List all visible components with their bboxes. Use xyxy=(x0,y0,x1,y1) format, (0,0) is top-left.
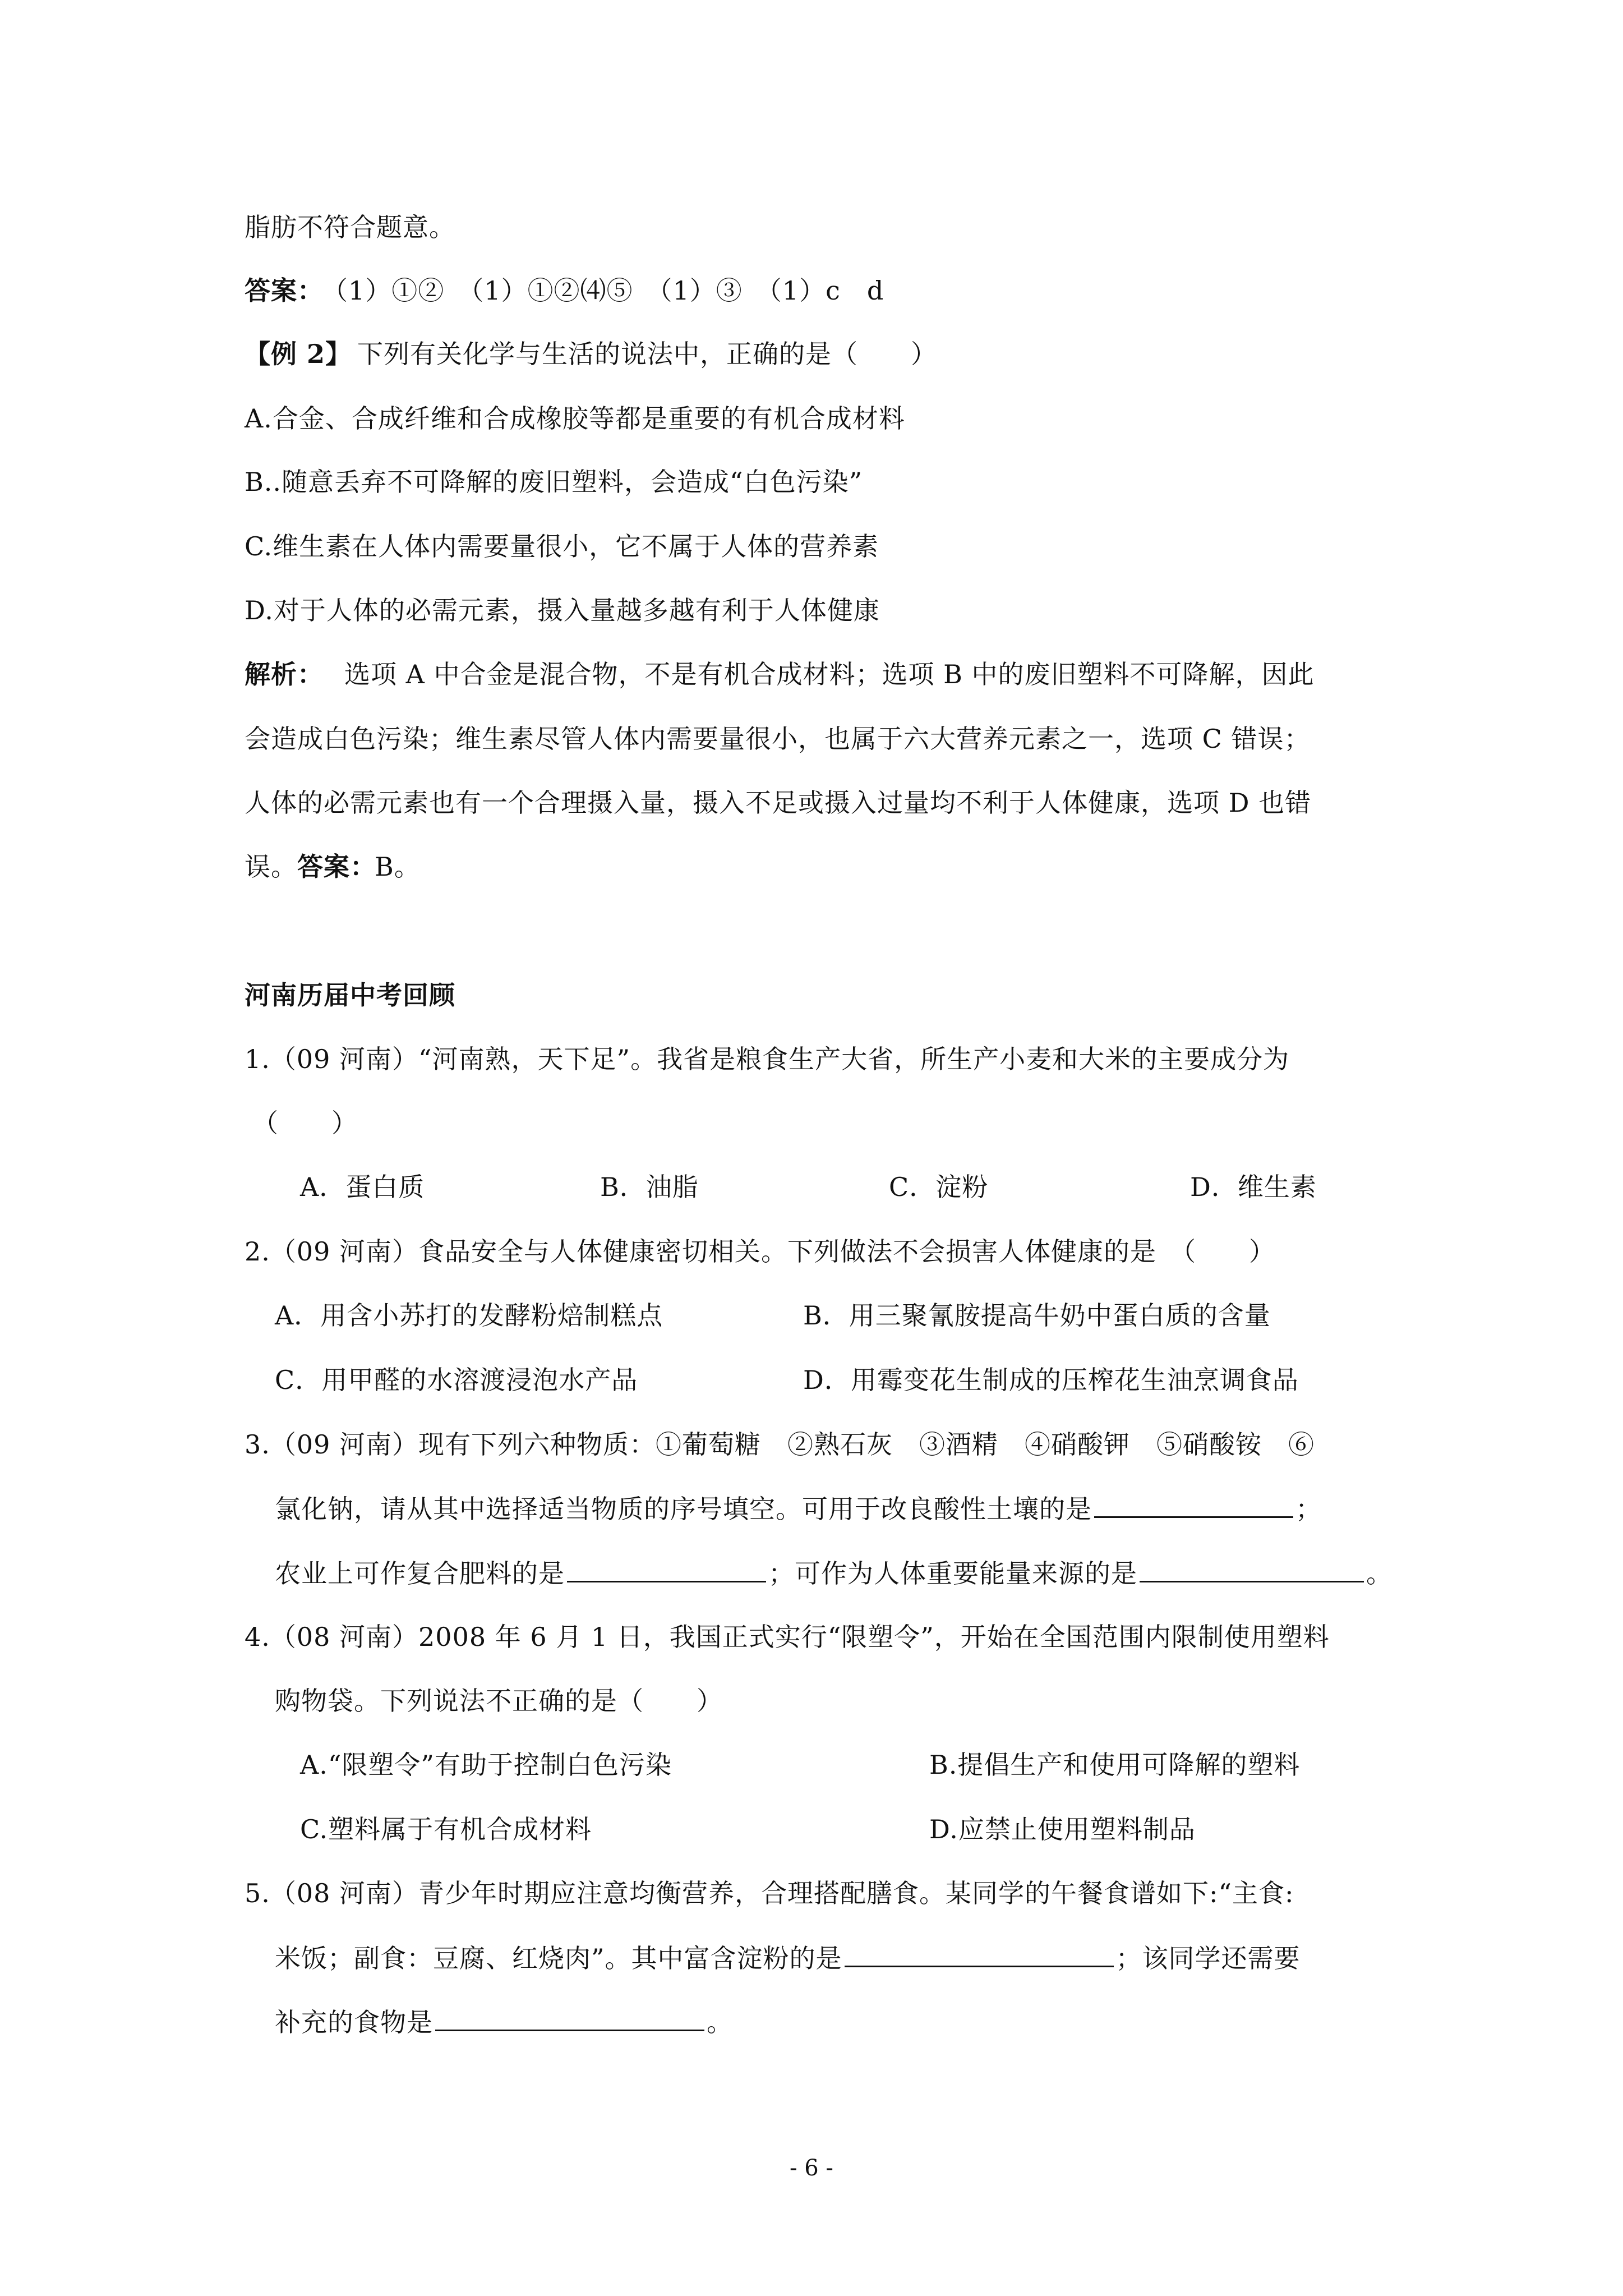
question-text-part: 氯化钠，请从其中选择适当物质的序号填空。可用于改良酸性土壤的是 xyxy=(275,1494,1092,1524)
q4-options-row-2 xyxy=(0,1812,1623,1846)
analysis-text: 误。 xyxy=(245,852,297,882)
analysis-text: 选项 A 中合金是混合物，不是有机合成材料；选项 B 中的废旧塑料不可降解，因此 xyxy=(344,659,1315,689)
question-text-part: 。 xyxy=(1366,1558,1393,1589)
answer-label: 答案： xyxy=(245,275,324,306)
option-text: D.对于人体的必需元素，摄入量越多越有利于人体健康 xyxy=(245,595,880,625)
question-text xyxy=(275,1492,1322,1526)
option-c: C.塑料属于有机合成材料 xyxy=(300,1814,592,1844)
question-text: 1.（09 河南）“河南熟，天下足”。我省是粮食生产大省，所生产小麦和大米的主要成分为 xyxy=(245,1044,1290,1074)
answer-text: （1）①② （1）①②⑷⑤ （1）③ （1）c d xyxy=(322,275,884,306)
question-text: （ ） xyxy=(252,1108,358,1138)
option-a: A．用含小苏打的发酵粉焙制糕点 xyxy=(275,1300,663,1331)
question-text-part: 。 xyxy=(707,2007,733,2037)
fill-in-blank[interactable] xyxy=(435,2005,704,2031)
analysis-line-4 xyxy=(0,850,1623,884)
question-text: 5.（08 河南）青少年时期应注意均衡营养，合理搭配膳食。某同学的午餐食谱如下:“主食: xyxy=(245,1878,1294,1908)
example-2-stem-line xyxy=(0,337,1623,371)
intro-text: 脂肪不符合题意。 xyxy=(245,212,455,242)
example-2-stem: 下列有关化学与生活的说法中，正确的是（ ） xyxy=(357,339,937,369)
question-text-part: ； xyxy=(1295,1494,1322,1524)
question-text xyxy=(275,1941,1301,1975)
q4-line-1 xyxy=(0,1620,1623,1654)
example-2-option-d xyxy=(0,593,1623,627)
option-d: D.应禁止使用塑料制品 xyxy=(929,1814,1196,1844)
question-text xyxy=(275,1556,1393,1590)
section-heading-line xyxy=(0,978,1623,1012)
option-c: C．淀粉 xyxy=(889,1172,989,1202)
option-a: A.“限塑令”有助于控制白色污染 xyxy=(300,1750,672,1780)
section-heading: 河南历届中考回顾 xyxy=(245,980,455,1010)
example-2-option-c xyxy=(0,530,1623,563)
option-d: D．维生素 xyxy=(1190,1172,1317,1202)
fill-in-blank[interactable] xyxy=(845,1941,1114,1967)
q1-line-1 xyxy=(0,1042,1623,1076)
option-b: B.提倡生产和使用可降解的塑料 xyxy=(929,1750,1301,1780)
q5-line-2 xyxy=(0,1941,1623,1975)
option-c: C．用甲醛的水溶渡浸泡水产品 xyxy=(275,1365,638,1395)
option-text: C.维生素在人体内需要量很小，它不属于人体的营养素 xyxy=(245,531,879,562)
analysis-label: 解析： xyxy=(245,659,324,689)
question-text-part: 农业上可作复合肥料的是 xyxy=(275,1558,565,1589)
fill-in-blank[interactable] xyxy=(1094,1492,1293,1518)
q1-options xyxy=(0,1170,1623,1204)
question-text xyxy=(275,2005,733,2039)
analysis-line-2 xyxy=(0,722,1623,756)
q2-stem-line xyxy=(0,1235,1623,1268)
page-number: - 6 - xyxy=(790,2155,833,2181)
analysis-line-1 xyxy=(0,657,1623,691)
q2-options-row-1 xyxy=(0,1299,1623,1332)
analysis-text: 人体的必需元素也有一个合理摄入量，摄入不足或摄入过量均不利于人体健康，选项 D 也错 xyxy=(245,788,1312,818)
fill-in-blank[interactable] xyxy=(1140,1556,1364,1582)
q3-line-2 xyxy=(0,1492,1623,1525)
q5-line-1 xyxy=(0,1876,1623,1910)
option-a: A．蛋白质 xyxy=(300,1172,425,1202)
q3-line-1 xyxy=(0,1428,1623,1461)
q1-line-2 xyxy=(0,1106,1623,1140)
intro-line xyxy=(0,210,1623,244)
example-2-label: 【例 2】 xyxy=(245,339,352,369)
analysis-text: 会造成白色污染；维生素尽管人体内需要量很小，也属于六大营养元素之一，选项 C 错误； xyxy=(245,724,1311,754)
question-text-part: 米饭；副食：豆腐、红烧肉”。其中富含淀粉的是 xyxy=(275,1943,842,1973)
option-b: B．用三聚氰胺提高牛奶中蛋白质的含量 xyxy=(803,1300,1271,1331)
example-2-option-a xyxy=(0,402,1623,435)
answer-text: B。 xyxy=(375,852,421,882)
analysis-line-3 xyxy=(0,786,1623,820)
fill-in-blank[interactable] xyxy=(567,1556,766,1582)
question-text: 4.（08 河南）2008 年 6 月 1 日，我国正式实行“限塑令”，开始在全国范围内限制使用塑料 xyxy=(245,1622,1330,1652)
option-text: A.合金、合成纤维和合成橡胶等都是重要的有机合成材料 xyxy=(245,403,905,434)
question-text-part: 补充的食物是 xyxy=(275,2007,433,2037)
q5-line-3 xyxy=(0,2005,1623,2039)
q4-options-row-1 xyxy=(0,1748,1623,1782)
example-2-option-b xyxy=(0,465,1623,499)
question-text-part: ；可作为人体重要能量来源的是 xyxy=(768,1558,1137,1589)
q3-line-3 xyxy=(0,1556,1623,1590)
q4-line-2 xyxy=(0,1684,1623,1718)
question-text: 2.（09 河南）食品安全与人体健康密切相关。下列做法不会损害人体健康的是 （ ） xyxy=(245,1236,1276,1267)
option-b: B．油脂 xyxy=(600,1172,699,1202)
intro-answer-line xyxy=(0,274,1623,307)
answer-label: 答案： xyxy=(297,852,376,882)
question-text: 购物袋。下列说法不正确的是（ ） xyxy=(275,1686,723,1716)
question-text: 3.（09 河南）现有下列六种物质：①葡萄糖 ②熟石灰 ③酒精 ④硝酸钾 ⑤硝酸铵 ⑥ xyxy=(245,1429,1315,1460)
option-d: D．用霉变花生制成的压榨花生油烹调食品 xyxy=(803,1365,1299,1395)
option-text: B..随意丢弃不可降解的废旧塑料，会造成“白色污染” xyxy=(245,467,863,497)
question-text-part: ；该同学还需要 xyxy=(1115,1943,1301,1973)
q2-options-row-2 xyxy=(0,1363,1623,1397)
